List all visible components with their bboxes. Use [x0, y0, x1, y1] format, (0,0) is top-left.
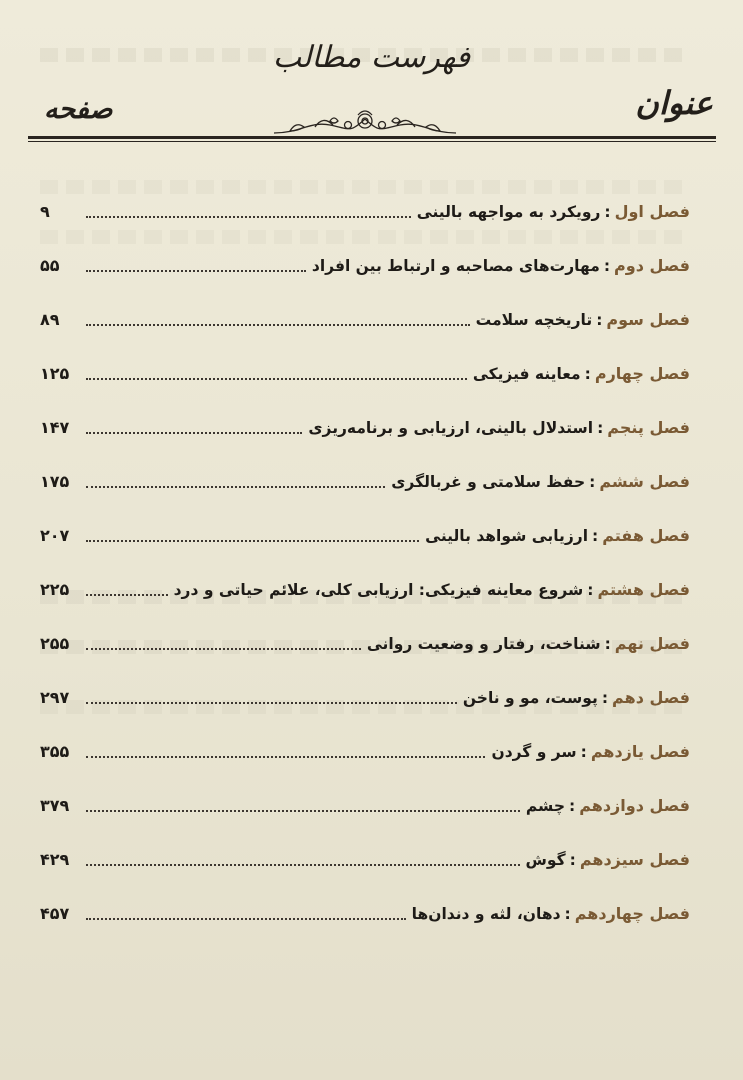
- toc-separator: :: [580, 743, 587, 761]
- toc-entry[interactable]: [40, 624, 690, 656]
- toc-topic: سر و گردن: [491, 743, 577, 761]
- toc-separator: :: [587, 581, 594, 599]
- page-title: فهرست مطالب: [272, 40, 471, 75]
- toc-entry[interactable]: [40, 408, 690, 440]
- toc-entry[interactable]: [40, 570, 690, 602]
- toc-chapter-label: فصل دوم: [614, 256, 690, 275]
- toc-entry[interactable]: [40, 840, 690, 872]
- toc-entry[interactable]: [40, 192, 690, 224]
- toc-dot-leader: [86, 215, 411, 218]
- toc-chapter-label: فصل نهم: [614, 634, 690, 653]
- toc-topic: مهارت‌های مصاحبه و ارتباط بین افراد: [311, 257, 600, 275]
- toc-separator: :: [564, 905, 571, 923]
- toc-chapter-label: فصل سیزدهم: [579, 850, 690, 869]
- toc-page-number: ۲۵۵: [40, 634, 70, 653]
- toc-page-number: ۲۰۷: [40, 526, 70, 545]
- toc-topic: دهان، لثه و دندان‌ها: [411, 905, 561, 923]
- toc-entry[interactable]: [40, 786, 690, 818]
- toc-page-number: ۸۹: [40, 310, 60, 329]
- toc-dot-leader: [86, 539, 419, 542]
- toc-entry[interactable]: [40, 354, 690, 386]
- toc-entry[interactable]: [40, 246, 690, 278]
- toc-separator: :: [604, 203, 611, 221]
- toc-separator: :: [603, 257, 611, 275]
- toc-separator: :: [601, 689, 609, 707]
- toc-entry[interactable]: [40, 678, 690, 710]
- column-heading-title: عنوان: [635, 84, 713, 122]
- toc-separator: :: [569, 797, 576, 815]
- toc-dot-leader: [86, 485, 385, 488]
- toc-entry[interactable]: [40, 462, 690, 494]
- header-rule-thin: [28, 141, 716, 142]
- toc-topic: رویکرد به مواجهه بالینی: [416, 203, 601, 221]
- toc-page-number: ۱۲۵: [40, 364, 70, 383]
- toc-chapter-label: فصل چهارم: [594, 364, 690, 383]
- toc-page-number: ۲۹۷: [40, 688, 70, 707]
- toc-page-number: ۲۲۵: [40, 580, 70, 599]
- toc-separator: :: [596, 311, 603, 329]
- toc-separator: :: [569, 851, 576, 869]
- toc-separator: :: [592, 527, 599, 545]
- toc-chapter-label: فصل ششم: [599, 472, 690, 491]
- toc-entry[interactable]: [40, 894, 690, 926]
- toc-dot-leader: [86, 593, 168, 596]
- toc-dot-leader: [86, 431, 302, 434]
- toc-page-number: ۴۲۹: [40, 850, 70, 869]
- toc-topic: ارزیابی شواهد بالینی: [425, 527, 589, 545]
- toc-chapter-label: فصل سوم: [606, 310, 690, 329]
- toc-chapter-label: فصل دهم: [612, 688, 690, 707]
- toc-page-number: ۵۵: [40, 256, 60, 275]
- floral-ornament: [270, 107, 460, 137]
- toc-dot-leader: [86, 701, 457, 704]
- header-rule: [28, 136, 716, 139]
- toc-dot-leader: [86, 755, 485, 758]
- toc-chapter-label: فصل اول: [614, 202, 690, 221]
- toc-separator: :: [584, 365, 591, 383]
- toc-entry[interactable]: [40, 516, 690, 548]
- toc-dot-leader: [86, 377, 467, 380]
- toc-topic: معاینه فیزیکی: [472, 365, 581, 383]
- toc-chapter-label: فصل دوازدهم: [579, 796, 690, 815]
- toc-chapter-label: فصل هفتم: [602, 526, 690, 545]
- toc-separator: :: [589, 473, 596, 491]
- toc-topic: شناخت، رفتار و وضعیت روانی: [366, 635, 601, 653]
- toc-topic: استدلال بالینی، ارزیابی و برنامه‌ریزی: [308, 419, 594, 437]
- toc-topic: چشم: [525, 797, 565, 815]
- toc-chapter-label: فصل هشتم: [597, 580, 690, 599]
- toc-entry[interactable]: [40, 300, 690, 332]
- bleed-through-text: [40, 230, 683, 244]
- toc-topic: حفظ سلامتی و غربالگری: [391, 473, 586, 491]
- toc-page-number: ۴۵۷: [40, 904, 70, 923]
- toc-page-number: ۱۴۷: [40, 418, 70, 437]
- toc-chapter-label: فصل یازدهم: [590, 742, 690, 761]
- toc-page-number: ۹: [40, 202, 50, 221]
- toc-page-number: ۱۷۵: [40, 472, 70, 491]
- toc-topic: شروع معاینه فیزیکی: ارزیابی کلی، علائم حیاتی و درد: [173, 581, 584, 599]
- toc-dot-leader: [86, 269, 306, 272]
- toc-topic: پوست، مو و ناخن: [462, 689, 598, 707]
- toc-dot-leader: [86, 917, 406, 920]
- toc-dot-leader: [86, 647, 361, 650]
- column-heading-page: صفحه: [44, 94, 113, 125]
- toc-dot-leader: [86, 863, 520, 866]
- toc-chapter-label: فصل چهاردهم: [574, 904, 690, 923]
- toc-dot-leader: [86, 323, 470, 326]
- toc-separator: :: [597, 419, 604, 437]
- toc-page-number: ۳۷۹: [40, 796, 70, 815]
- toc-page-number: ۳۵۵: [40, 742, 70, 761]
- toc-topic: تاریخچه سلامت: [475, 311, 593, 329]
- toc-entry[interactable]: [40, 732, 690, 764]
- toc-dot-leader: [86, 809, 520, 812]
- toc-chapter-label: فصل پنجم: [607, 418, 690, 437]
- toc-separator: :: [604, 635, 611, 653]
- toc-topic: گوش: [525, 851, 566, 869]
